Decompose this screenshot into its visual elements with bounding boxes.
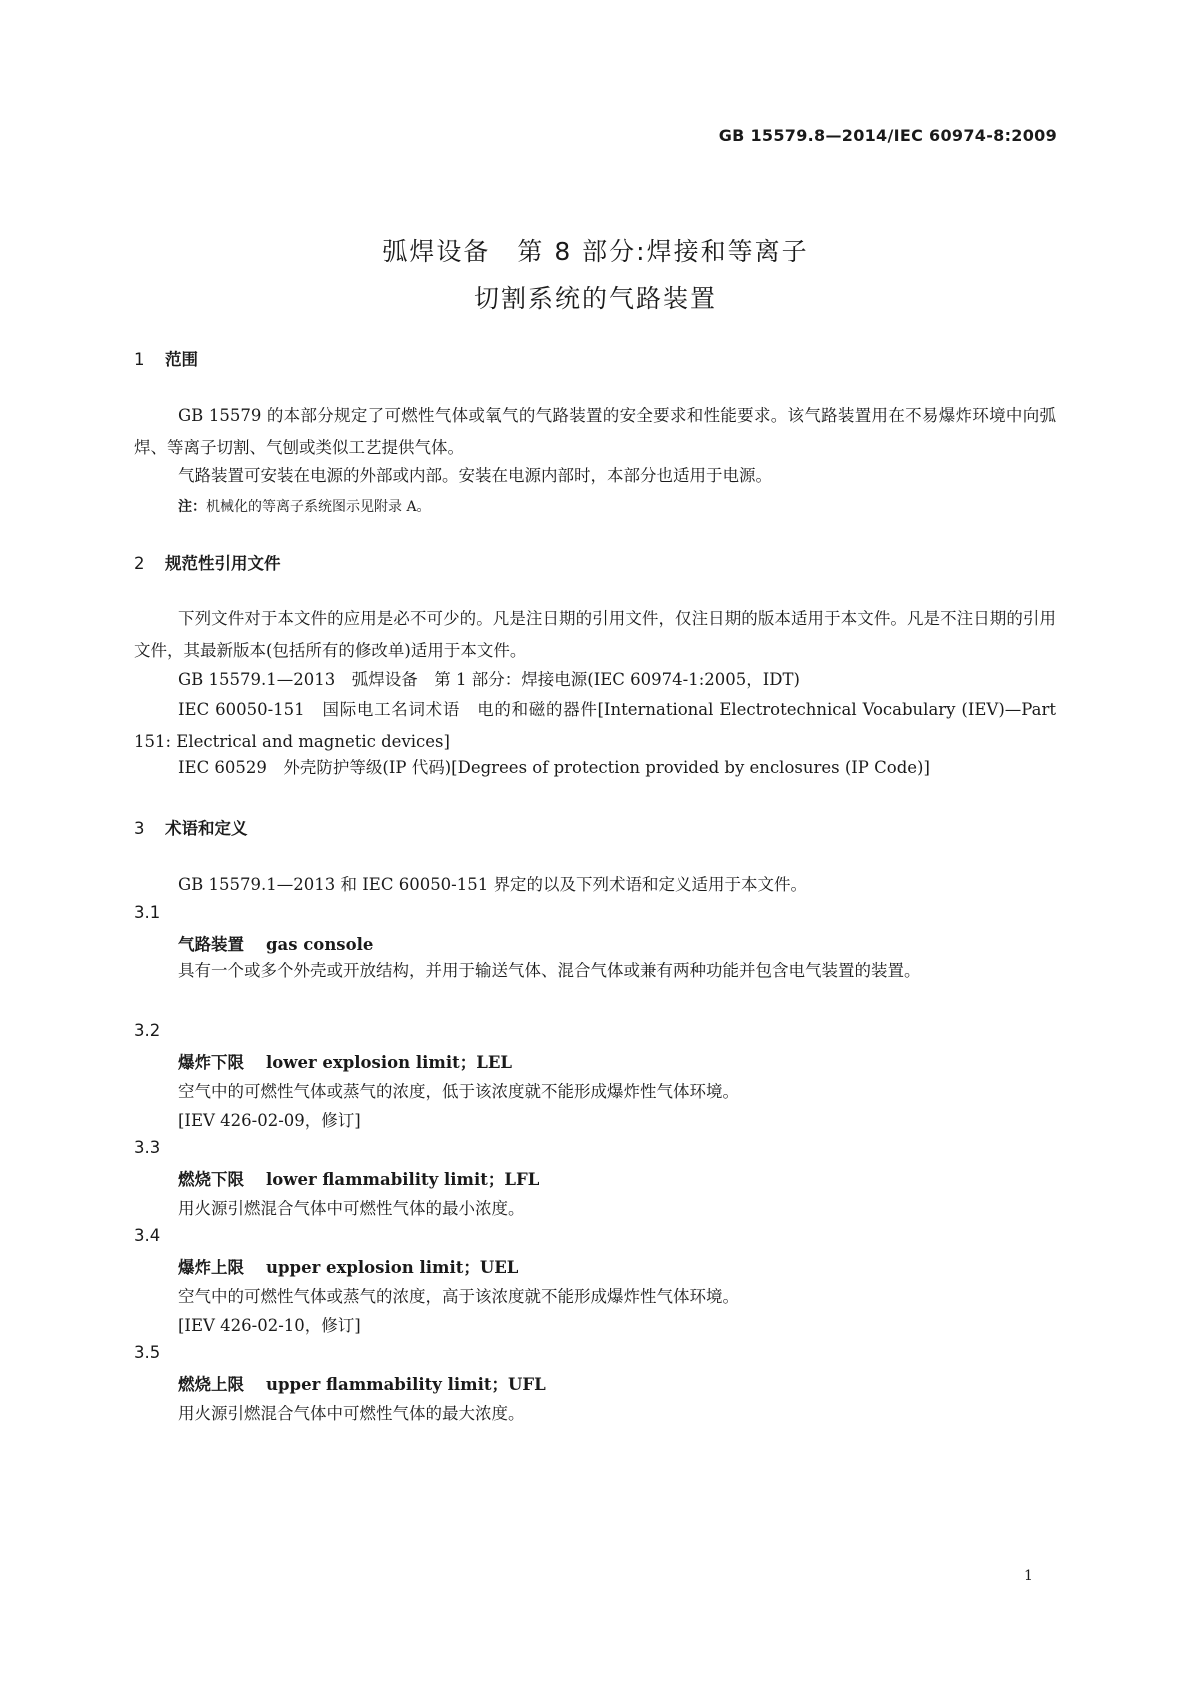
section-2-paragraph-1: 下列文件对于本文件的应用是必不可少的。凡是注日期的引用文件，仅注日期的版本适用于本文件。凡是不注日期的引用文件，其最新版本(包括所有的修改单)适用于本文件。	[134, 609, 1056, 660]
section-title: 术语和定义	[165, 819, 248, 838]
reference-gb-15579-1: GB 15579.1—2013 弧焊设备 第 1 部分：焊接电源(IEC 60974-1:2005，IDT)	[178, 670, 800, 689]
term-definition: 用火源引燃混合气体中可燃性气体的最小浓度。	[178, 1199, 525, 1218]
note-text: 机械化的等离子系统图示见附录 A。	[206, 499, 431, 515]
page-number: 1	[1024, 1568, 1033, 1584]
section-3-intro: GB 15579.1—2013 和 IEC 60050-151 界定的以及下列术语和定义适用于本文件。	[178, 875, 807, 894]
document-title-line-1: 弧焊设备 第 8 部分:焊接和等离子	[382, 237, 809, 266]
term-number: 3.4	[134, 1226, 161, 1245]
term-english: lower flammability limit；LFL	[266, 1170, 540, 1189]
term-chinese: 爆炸下限	[178, 1053, 244, 1072]
section-1-paragraph-1: GB 15579 的本部分规定了可燃性气体或氧气的气路装置的安全要求和性能要求。该气路装置用在不易爆炸环境中向弧焊、等离子切割、气刨或类似工艺提供气体。	[134, 406, 1056, 457]
section-number: 2	[134, 554, 145, 573]
section-2-heading	[134, 550, 281, 574]
section-3-heading	[134, 815, 248, 839]
term-upper-flammability-limit	[178, 1371, 546, 1395]
term-english: gas console	[266, 935, 374, 954]
term-gas-console	[178, 931, 373, 955]
section-number: 1	[134, 350, 145, 369]
document-title-line-2: 切割系统的气路装置	[473, 284, 717, 313]
term-definition: 空气中的可燃性气体或蒸气的浓度，高于该浓度就不能形成爆炸性气体环境。	[178, 1287, 739, 1306]
term-upper-explosion-limit	[178, 1254, 518, 1278]
term-english: upper flammability limit；UFL	[266, 1375, 546, 1394]
reference-iec-60529: IEC 60529 外壳防护等级(IP 代码)[Degrees of protection provided by enclosures (IP Code)]	[178, 758, 930, 777]
section-1-note	[178, 496, 431, 516]
term-lower-explosion-limit	[178, 1049, 512, 1073]
standard-code: GB 15579.8—2014/IEC 60974-8:2009	[718, 126, 1057, 145]
term-chinese: 燃烧下限	[178, 1170, 244, 1189]
term-source: [IEV 426-02-10，修订]	[178, 1316, 361, 1335]
term-number: 3.5	[134, 1343, 161, 1362]
term-definition: 用火源引燃混合气体中可燃性气体的最大浓度。	[178, 1404, 525, 1423]
term-definition: 空气中的可燃性气体或蒸气的浓度，低于该浓度就不能形成爆炸性气体环境。	[178, 1082, 739, 1101]
term-chinese: 气路装置	[178, 935, 244, 954]
term-definition: 具有一个或多个外壳或开放结构，并用于输送气体、混合气体或兼有两种功能并包含电气装置的装置。	[178, 961, 921, 980]
section-title: 范围	[165, 350, 198, 369]
section-1-paragraph-2: 气路装置可安装在电源的外部或内部。安装在电源内部时，本部分也适用于电源。	[178, 466, 772, 485]
term-lower-flammability-limit	[178, 1166, 539, 1190]
reference-iec-60050-151: IEC 60050-151 国际电工名词术语 电的和磁的器件[International Electrotechnical Vocabulary (IEV)—Part 151: Electrical and magnetic devices]	[134, 700, 1056, 751]
term-number: 3.1	[134, 903, 161, 922]
note-label: 注：	[178, 499, 206, 515]
term-number: 3.3	[134, 1138, 161, 1157]
term-english: upper explosion limit；UEL	[266, 1258, 519, 1277]
section-1-heading	[134, 346, 198, 370]
section-title: 规范性引用文件	[165, 554, 281, 573]
term-chinese: 爆炸上限	[178, 1258, 244, 1277]
term-english: lower explosion limit；LEL	[266, 1053, 513, 1072]
term-source: [IEV 426-02-09，修订]	[178, 1111, 361, 1130]
section-number: 3	[134, 819, 145, 838]
term-chinese: 燃烧上限	[178, 1375, 244, 1394]
term-number: 3.2	[134, 1021, 161, 1040]
